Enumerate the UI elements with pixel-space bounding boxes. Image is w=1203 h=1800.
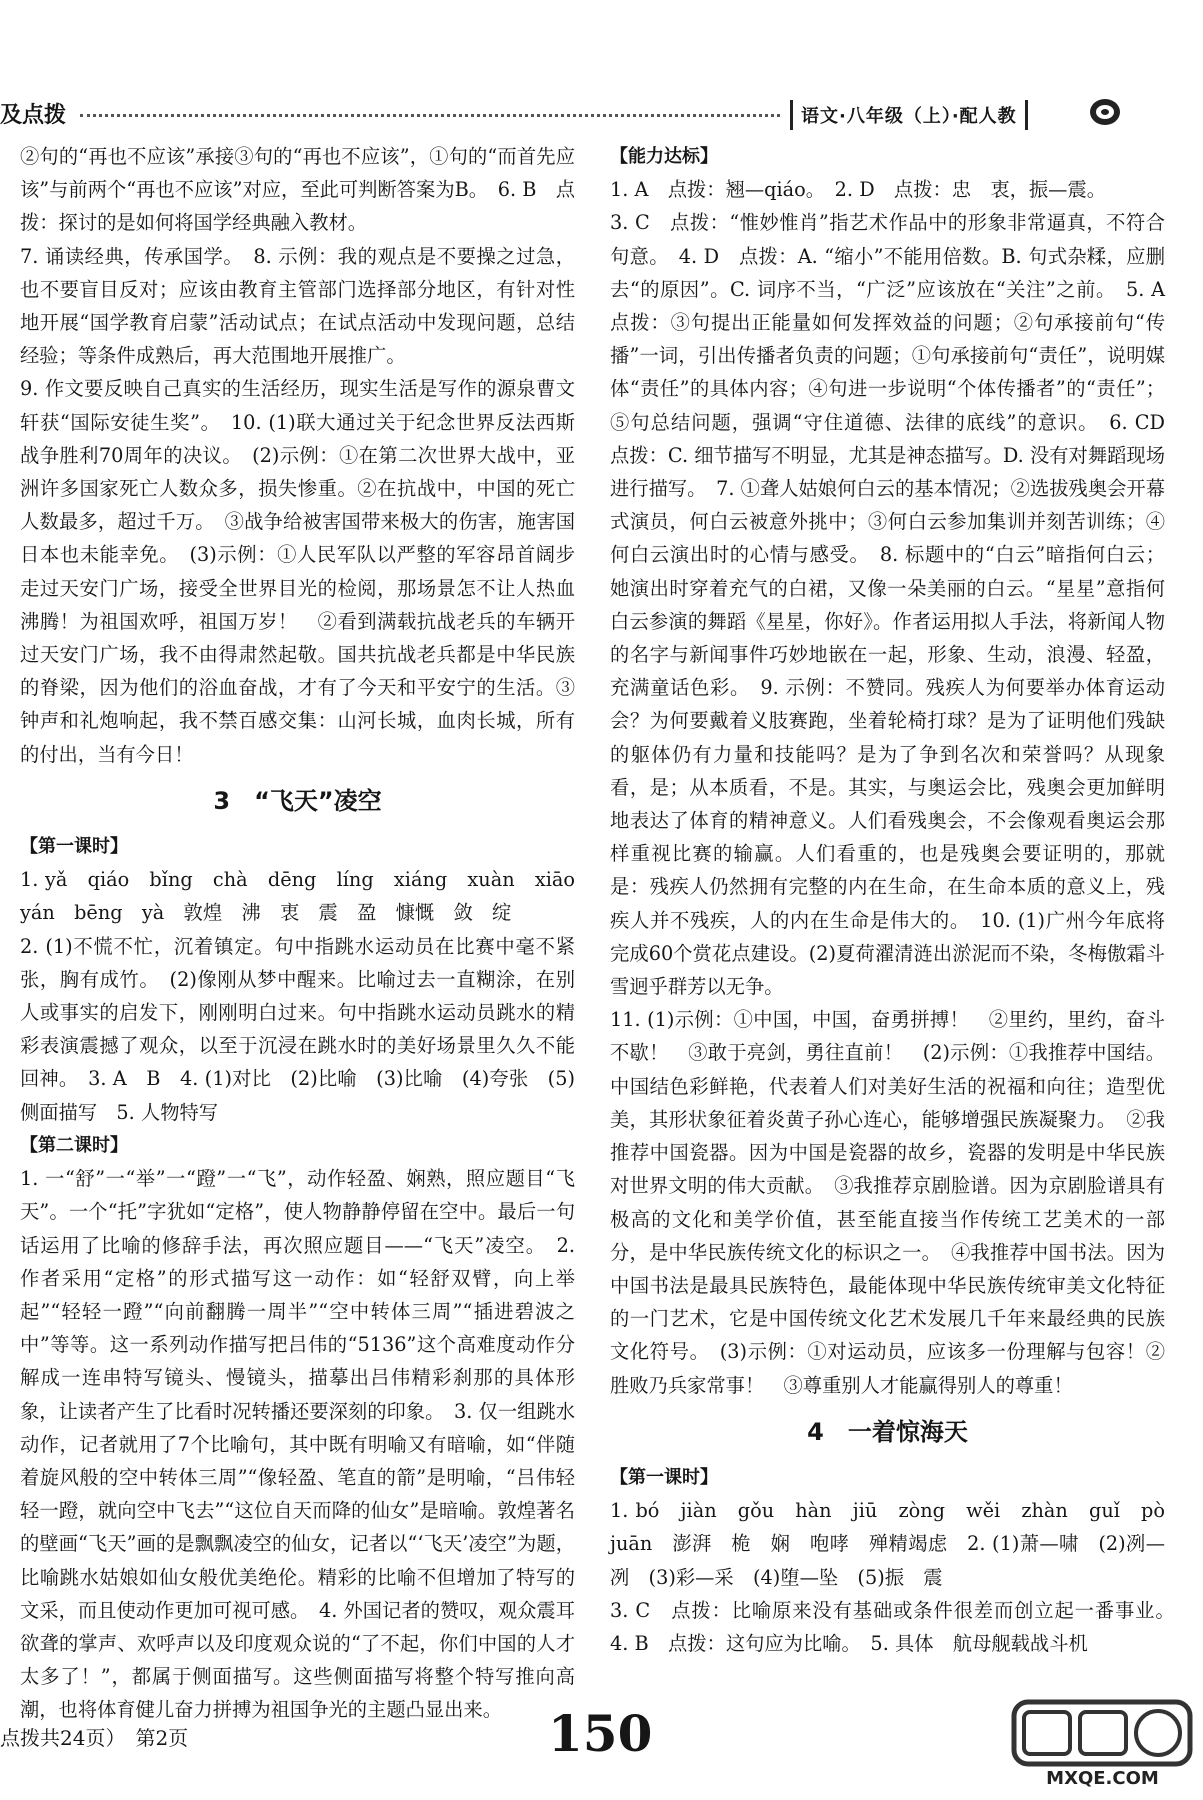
answer-paragraph: ②句的“再也不应该”承接③句的“再也不应该”，①句的“而首先应该”与前两个“再也不应该”对应，至此可判断答案为B。 6. B 点拨：探讨的是如何将国学经典融入教材。 — [20, 145, 575, 235]
answer-paragraph: 11. (1)示例：①中国，中国，奋勇拼搏！ ②里约，里约，奋斗不歇！ ③敢于亮剑，勇往直前！ (2)示例：①我推荐中国结。中国结色彩鲜艳，代表着人们对美好生活的祝福和向往；造型优美，其形状象征着炎黄子孙心连心，能够增强民族凝聚力。 ②我推荐中国瓷器。因为中国是瓷器的故乡，瓷器的发明是中华民族对世界文明的伟大贡献。 ③我推荐京剧脸谱。因为京剧脸谱具有极高的文化和美学价值，甚至能直接当作传统工艺美术的一部分，是中华民族传统文化的标识之一。 ④我推荐中国书法。因为中国书法是最具民族特色，最能体现中华民族传统审美文化特征的一门艺术，它是中国传统文化艺术发展几千年来最经典的民族文化符号。 (3)示例：①对运动员，应该多一份理解与包容！②胜败乃兵家常事！ ③尊重别人才能赢得别人的尊重！ — [610, 1008, 1165, 1397]
header-divider — [80, 114, 780, 117]
answer-paragraph: 1. 一“舒”一“举”一“蹬”一“飞”，动作轻盈、娴熟，照应题目“飞天”。一个“托”字犹如“定格”，使人物静静停留在空中。最后一句话运用了比喻的修辞手法，再次照应题目——“飞天”凌空。 2. 作者采用“定格”的形式描写这一动作：如“轻舒双臂，向上举起”“轻轻一蹬”“向前翻腾一周半”“空中转体三周”“插进碧波之中”等等。这一系列动作描写把吕伟的“5136”这个高难度动作分解成一连串特写镜头、慢镜头，描摹出吕伟精彩刹那的具体形象，让读者产生了比看时况转播还要深刻的印象。 3. 仅一组跳水动作，记者就用了7个比喻句，其中既有明喻又有暗喻，如“伴随着旋风般的空中转体三周”“像轻盈、笔直的箭”是明喻，“吕伟轻轻一蹬，就向空中飞去”“这位自天而降的仙女”是暗喻。敦煌著名的壁画“飞天”画的是飘飘凌空的仙女，记者以“‘飞天’凌空”为题，比喻跳水姑娘如仙女般优美绝伦。精彩的比喻不但增加了特写的文采，而且使动作更加可视可感。 4. 外国记者的赞叹，观众震耳欲聋的掌声、欢呼声以及印度观众说的“了不起，你们中国的人才太多了！”，都属于侧面描写。这些侧面描写将整个特写推向高潮，也将体育健儿奋力拼搏为祖国争光的主题凸显出来。 — [20, 1167, 575, 1722]
watermark-stamp-icon — [1010, 1696, 1195, 1770]
publisher-logo-icon — [1088, 96, 1122, 128]
section-title: 3 “飞天”凌空 — [213, 786, 382, 815]
watermark-logo — [1010, 1696, 1195, 1792]
header-left-label: 及点拨 — [0, 103, 67, 128]
answer-column-right — [610, 140, 1185, 1660]
answer-paragraph: 1. yǎ qiáo bǐng chà dēng líng xiáng xuàn xiāo yán bēng yà 敦煌 沸 衷 震 盈 慷慨 敛 绽 — [20, 868, 595, 925]
answer-paragraph: 1. A 点拨：翘—qiáo。 2. D 点拨：忠 衷，振—震。 — [610, 178, 1107, 202]
answer-paragraph: 3. C 点拨：比喻原来没有基础或条件很差而创立起一番事业。 4. B 点拨：这句应为比喻。 5. 具体 航母舰载战斗机 — [610, 1598, 1185, 1655]
page-number: 150 — [548, 1704, 653, 1763]
footer-page-info: 点拨共24页） 第2页 — [0, 1726, 189, 1750]
lesson-tag: 【第一课时】 — [610, 1466, 718, 1488]
lesson-tag: 【第一课时】 — [20, 836, 128, 858]
watermark-text: MXQE.COM — [1046, 1768, 1159, 1789]
section-title: 4 一着惊海天 — [807, 1417, 968, 1446]
answer-paragraph: 1. bó jiàn gǒu hàn jiū zòng wěi zhàn guǐ pò juān 澎湃 桅 娴 咆哮 殚精竭虑 2. (1)萧—啸 (2)冽—冽 (3)彩—采 (4)堕—坠 (5)振 震 — [610, 1499, 1185, 1589]
answer-column-left — [20, 140, 595, 1727]
page-header — [0, 96, 1203, 136]
answer-paragraph: 3. C 点拨：“惟妙惟肖”指艺术作品中的形象非常逼真，不符合句意。 4. D 点拨：A. “缩小”不能用倍数。B. 句式杂糅，应删去“的原因”。C. 词序不当，“广泛”应该放在“关注”之前。 5. A 点拨：③句提出正能量如何发挥效益的问题；②句承接前句“传播”一词，引出传播者负责的问题；①句承接前句“责任”，说明媒体“责任”的具体内容；④句进一步说明“个体传播者”的“责任”；⑤句总结问题，强调“守住道德、法律的底线”的意识。 6. CD 点拨：C. 细节描写不明显，尤其是神态描写。D. 没有对舞蹈现场进行描写。 7. ①聋人姑娘何白云的基本情况；②选拔残奥会开幕式演员，何白云被意外挑中；③何白云参加集训并刻苦训练；④何白云演出时的心情与感受。 8. 标题中的“白云”暗指何白云；她演出时穿着充气的白裙，又像一朵美丽的白云。“星星”意指何白云参演的舞蹈《星星，你好》。作者运用拟人手法，将新闻人物的名字与新闻事件巧妙地嵌在一起，形象、生动，浪漫、轻盈，充满童话色彩。 9. 示例：不赞同。残疾人为何要举办体育运动会？为何要戴着义肢赛跑，坐着轮椅打球？是为了证明他们残缺的躯体仍有力量和技能吗？是为了争到名次和荣誉吗？从现象看，是；从本质看，不是。其实，与奥运会比，残奥会更加鲜明地表达了体育的精神意义。人们看残奥会，不会像观看奥运会那样重视比赛的输赢。人们看重的，也是残奥会要证明的，那就是：残疾人仍然拥有完整的内在生命，在生命本质的意义上，残疾人并不残疾，人的内在生命是伟大的。 10. (1)广州今年底将完成60个赏花点建设。(2)夏荷濯清涟出淤泥而不染，冬梅傲霜斗雪迥乎群芳以无争。 — [610, 211, 1185, 999]
lesson-tag: 【能力达标】 — [610, 146, 718, 167]
answer-paragraph: 2. (1)不慌不忙，沉着镇定。句中指跳水运动员在比赛中毫不紧张，胸有成竹。 (2)像刚从梦中醒来。比喻过去一直糊涂，在别人或事实的启发下，刚刚明白过来。句中指跳水运动员跳水的精彩表演震撼了观众，以至于沉浸在跳水时的美好场景里久久不能回神。 3. A B 4. (1)对比 (2)比喻 (3)比喻 (4)夸张 (5)侧面描写 5. 人物特写 — [20, 934, 575, 1124]
answer-paragraph: 9. 作文要反映自己真实的生活经历，现实生活是写作的源泉曹文轩获“国际安徒生奖”。 10. (1)联大通过关于纪念世界反法西斯战争胜利70周年的决议。 (2)示例：①在第二次世界大战中，亚洲许多国家死亡人数众多，损失惨重。②在抗战中，中国的死亡人数最多，超过千万。 ③战争给被害国带来极大的伤害，施害国日本也未能幸免。 (3)示例：①人民军队以严整的军容昂首阔步走过天安门广场，接受全世界目光的检阅，那场景怎不让人热血沸腾！为祖国欢呼，祖国万岁！ ②看到满载抗战老兵的车辆开过天安门广场，我不由得肃然起敬。国共抗战老兵都是中华民族的脊梁，因为他们的浴血奋战，才有了今天和平安宁的生活。③钟声和礼炮响起，我不禁百感交集：山河长城，血肉长城，所有的付出，当有今日！ — [20, 377, 575, 766]
header-book-label: 语文·八年级（上）·配人教 — [790, 100, 1028, 130]
lesson-tag: 【第二课时】 — [20, 1134, 128, 1156]
answer-paragraph: 7. 诵读经典，传承国学。 8. 示例：我的观点是不要操之过急，也不要盲目反对；应该由教育主管部门选择部分地区，有针对性地开展“国学教育启蒙”活动试点；在试点活动中发现问题，总结经验；等条件成熟后，再大范围地开展推广。 — [20, 244, 575, 368]
